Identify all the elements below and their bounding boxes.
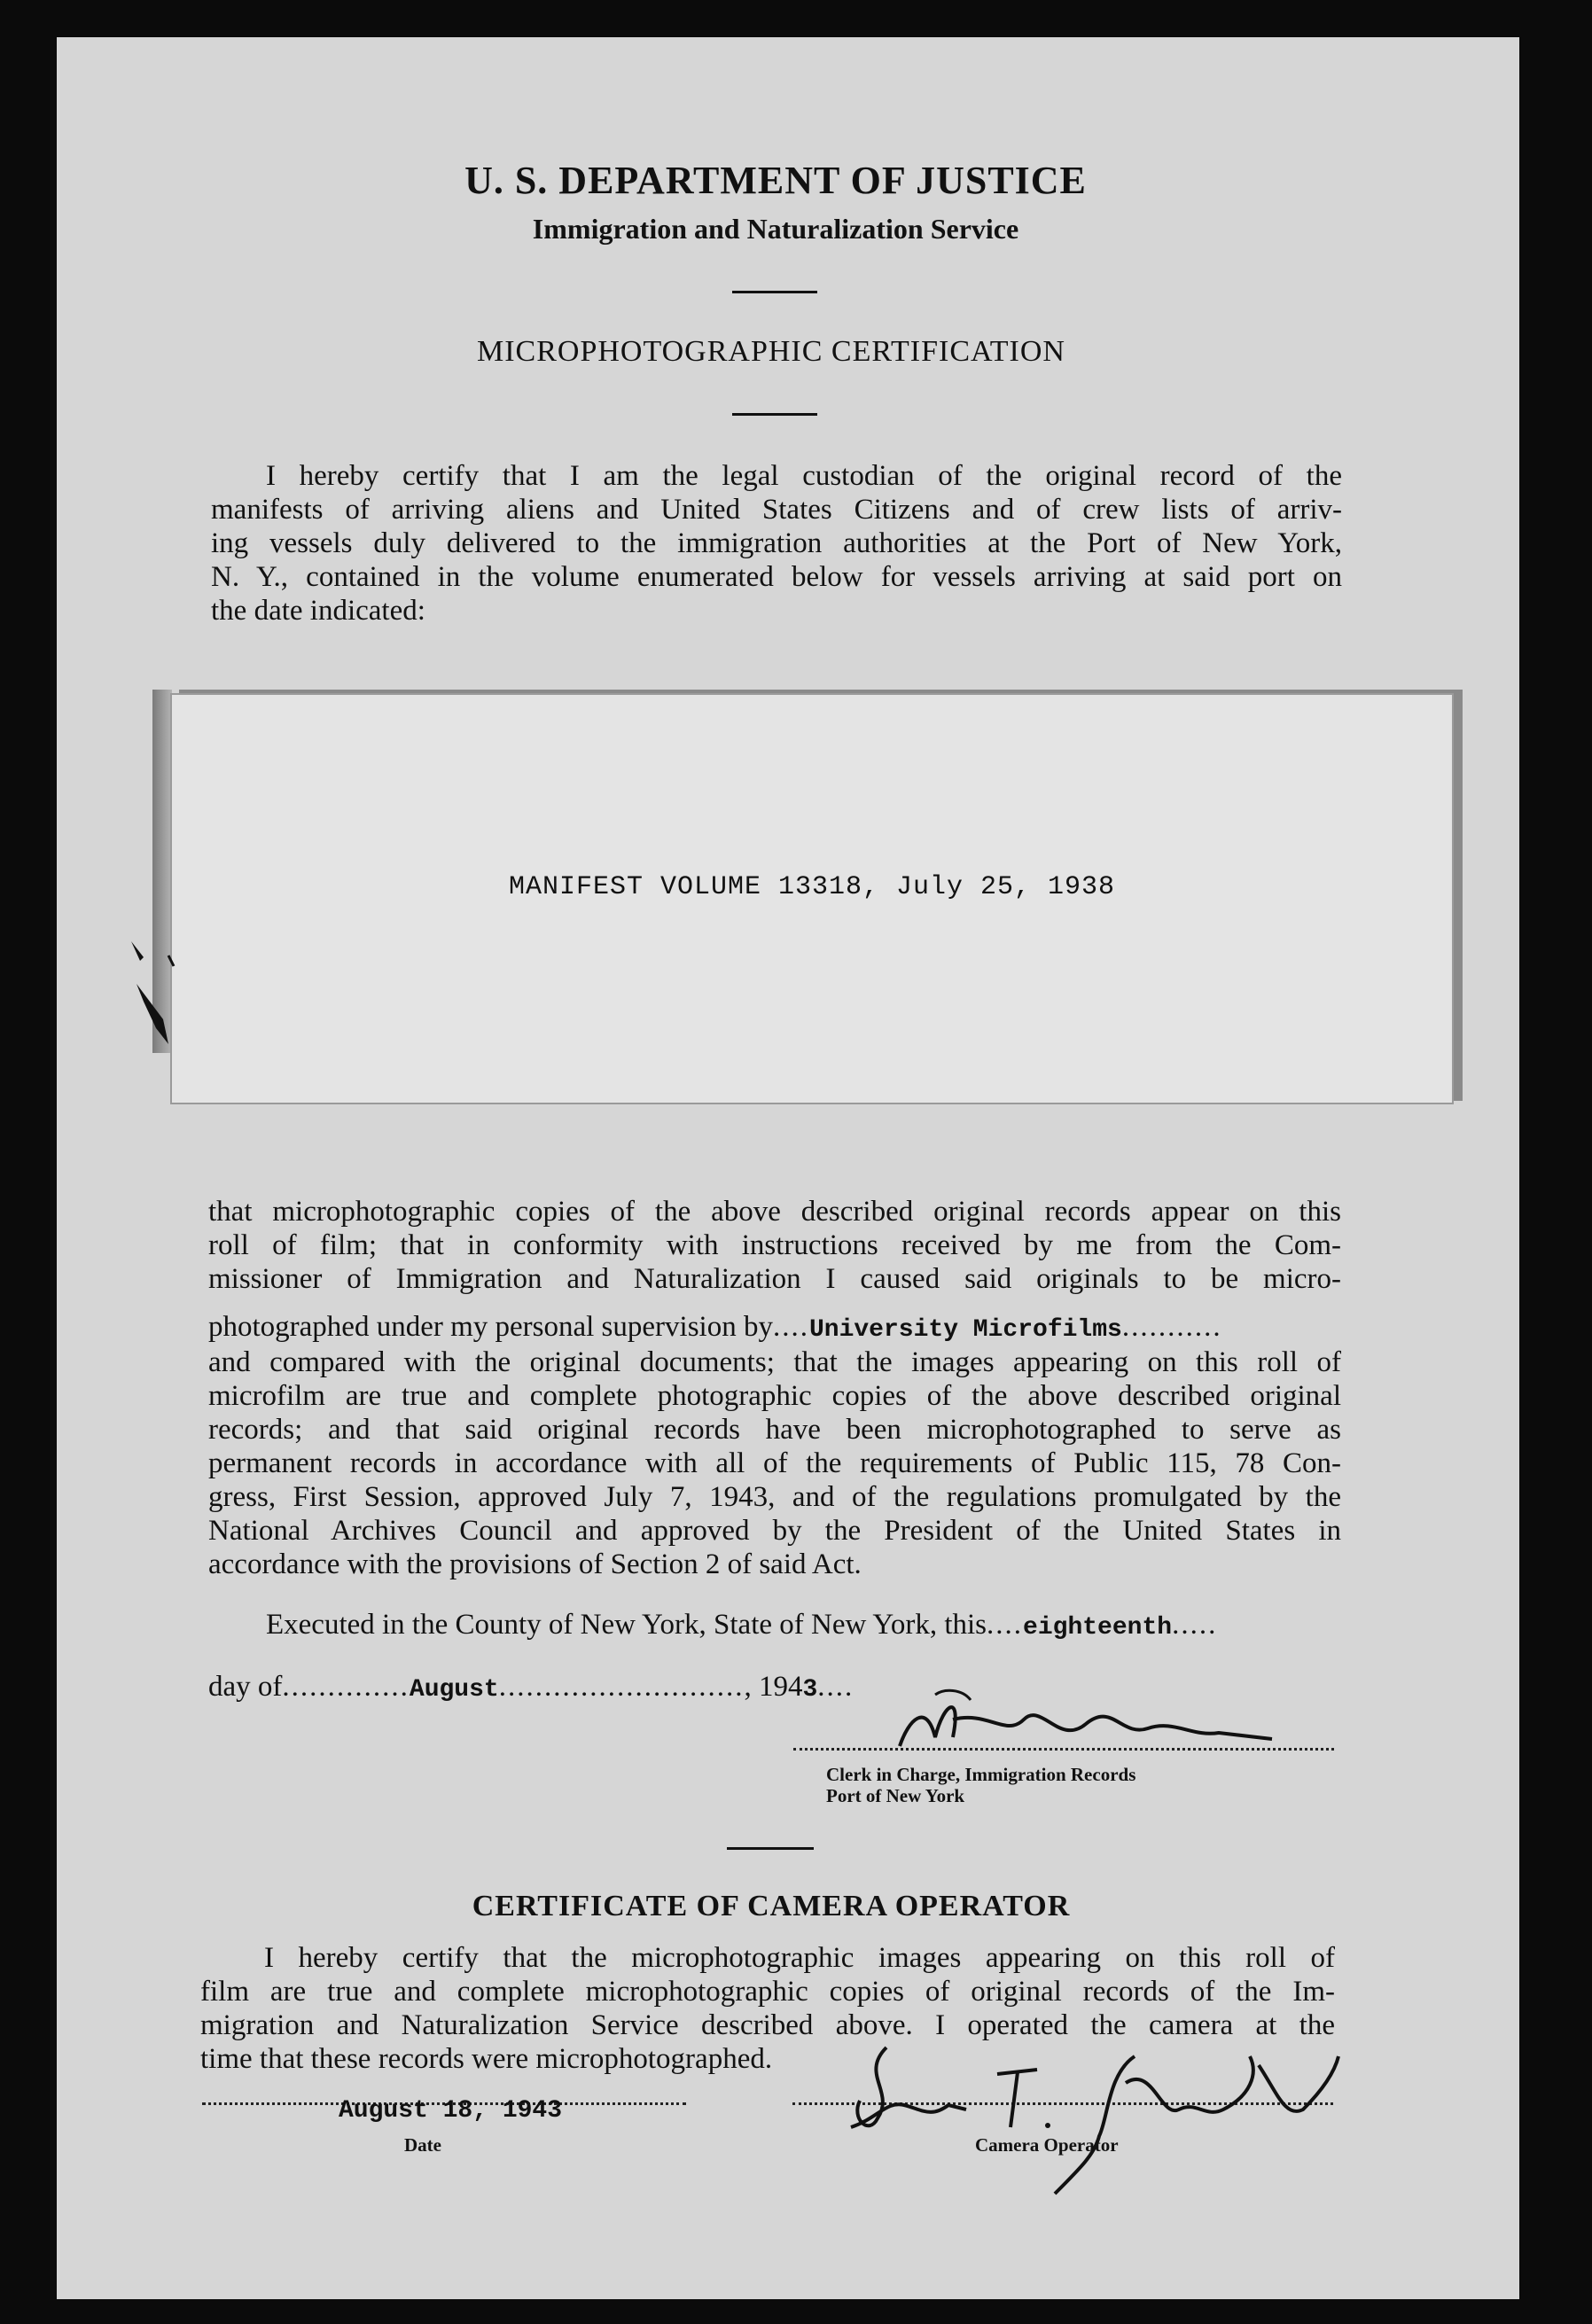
intro-paragraph [211,459,1342,628]
fill-dots: .... [987,1609,1024,1641]
execution-month: August [409,1676,499,1704]
intro-line: manifests of arriving aliens and United States Citizens and of crew lists of arriv- [211,494,1342,526]
body-line: National Archives Council and approved by the President of the United States in [208,1515,1341,1547]
execution-line [266,1608,1342,1645]
intro-line: I hereby certify that I am the legal custodian of the original record of the [266,460,1342,492]
body-line: records; and that said original records have been microphotographed to serve as [208,1414,1341,1446]
year-digit: 3 [802,1676,818,1704]
body-line: accordance with the provisions of Section 2 of said Act. [208,1548,862,1580]
fill-dots: .............. [282,1671,410,1703]
divider [732,413,817,416]
fill-dots: ........... [1121,1311,1222,1343]
body-line: permanent records in accordance with all of the requirements of Public 115, 78 Con- [208,1447,1341,1479]
service-subtitle: Immigration and Naturalization Service [532,213,1019,245]
margin-mark [124,931,186,1046]
intro-line: the date indicated: [211,595,425,627]
date-label: Date [404,2134,441,2156]
year-prefix: , 194 [744,1671,803,1703]
divider [732,291,817,293]
fill-dots: .... [817,1671,855,1703]
operator-line: migration and Naturalization Service described above. I operated the camera at the [200,2009,1335,2041]
day-of-label: day of [208,1671,283,1703]
execution-day: eighteenth [1023,1614,1173,1642]
execution-prefix: Executed in the County of New York, State of New York, this [266,1609,987,1641]
fill-dots: ........................... [498,1671,745,1703]
clerk-title-line: Clerk in Charge, Immigration Records [826,1764,1136,1785]
department-title: U. S. DEPARTMENT OF JUSTICE [464,159,1087,202]
fill-dots: ..... [1172,1609,1218,1641]
clerk-title [826,1764,1135,1806]
operator-line: I hereby certify that the microphotographic images appearing on this roll of [264,1942,1335,1974]
body-paragraph-continued [208,1345,1341,1581]
supervision-line [208,1310,1341,1347]
operator-line: film are true and complete microphotographic copies of original records of the Im- [200,1976,1335,2008]
clerk-title-line: Port of New York [826,1785,965,1806]
supervisor-name: University Microfilms [808,1316,1122,1344]
body-line: gress, First Session, approved July 7, 1943, and of the regulations promulgated by the [208,1481,1341,1513]
body-paragraph [208,1195,1341,1296]
pasted-manifest-slip [170,693,1454,1104]
operator-signature [842,2021,1356,2198]
camera-operator-heading: CERTIFICATE OF CAMERA OPERATOR [472,1890,1071,1922]
operator-line: time that these records were microphotographed. [200,2043,773,2075]
intro-line: ing vessels duly delivered to the immigration authorities at the Port of New York, [211,527,1342,559]
execution-date-line [208,1670,855,1707]
manifest-volume-text: MANIFEST VOLUME 13318, July 25, 1938 [508,872,1116,902]
intro-line: N. Y., contained in the volume enumerated below for vessels arriving at said port on [211,561,1342,593]
fill-dots: .... [772,1311,809,1343]
body-line: roll of film; that in conformity with instructions received by me from the Com- [208,1229,1341,1261]
body-line: that microphotographic copies of the above described original records appear on this [208,1196,1341,1228]
divider [727,1847,814,1850]
operator-label: Camera Operator [975,2134,1119,2156]
body-line: microfilm are true and complete photographic copies of the above described original [208,1380,1341,1412]
certification-heading: MICROPHOTOGRAPHIC CERTIFICATION [476,335,1065,368]
clerk-signature [882,1684,1299,1764]
supervision-prefix: photographed under my personal supervision by [208,1311,773,1343]
body-line: and compared with the original documents; that the images appearing on this roll of [208,1346,1341,1378]
body-line: missioner of Immigration and Naturalization I caused said originals to be micro- [208,1263,1341,1295]
certificate-date: August 18, 1943 [339,2097,563,2125]
